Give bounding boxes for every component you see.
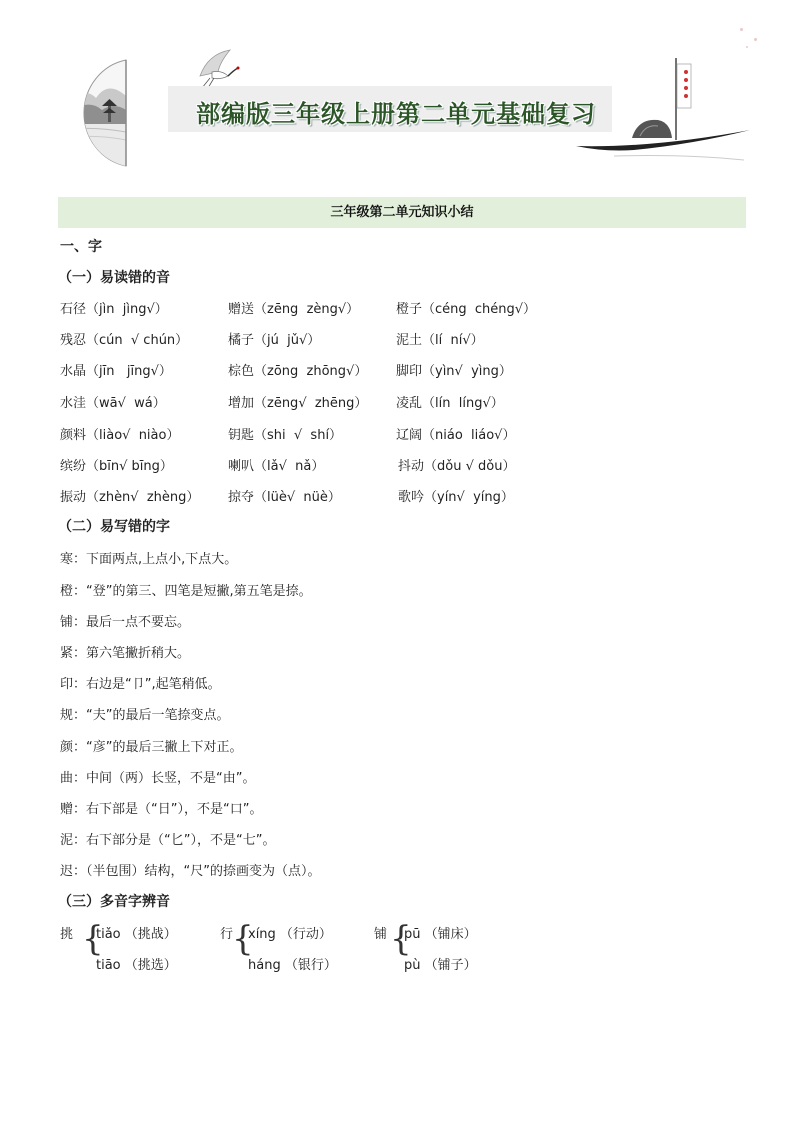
list-item: 铺：最后一点不要忘。 [60,615,191,630]
brace-icon: { [232,919,254,959]
table-cell: 残忍（cún √ chún） [60,333,189,348]
table-cell: 橘子（jú jǔ√） [228,333,321,348]
decorative-flakes-icon [736,26,766,56]
reading-bottom: háng （银行） [248,958,337,973]
table-cell: 凌乱（lín líng√） [396,396,504,411]
table-cell: 抖动（dǒu √ dǒu） [398,459,516,474]
table-cell: 歌吟（yín√ yíng） [398,490,514,505]
reading-top: pū （铺床） [404,927,477,942]
table-cell: 钥匙（shi √ shí） [228,428,343,443]
reading-top: tiǎo （挑战） [96,927,177,942]
list-item: 紧：第六笔撇折稍大。 [60,646,191,661]
banner-title: 三年级第二单元知识小结 [330,205,474,220]
table-cell: 缤纷（bīn√ bīng） [60,459,173,474]
table-cell: 喇叭（lǎ√ nǎ） [228,459,325,474]
boat-icon [574,56,754,164]
list-item: 曲：中间（两）长竖，不是“由”。 [60,771,256,786]
table-cell: 石径（jìn jìng√） [60,302,168,317]
table-cell: 辽阔（niáo liáo√） [396,428,516,443]
list-item: 印：右边是“卩”,起笔稍低。 [60,677,221,692]
section-heading: 一、字 [60,239,102,255]
list-item: 寒：下面两点,上点小,下点大。 [60,552,238,567]
subsection-heading: （三）多音字辨音 [58,894,170,910]
crane-icon [190,46,246,90]
table-cell: 颜料（liào√ niào） [60,428,180,443]
list-item: 泥：右下部分是（“匕”），不是“七”。 [60,833,276,848]
reading-top: xíng （行动） [248,927,332,942]
table-cell: 掠夺（lüè√ nüè） [228,490,341,505]
table-cell: 棕色（zōng zhōng√） [228,364,368,379]
list-item: 赠：右下部是（“日”），不是“口”。 [60,802,263,817]
list-item: 橙：“登”的第三、四笔是短撇,第五笔是捺。 [60,584,312,599]
polyphonic-char: 铺 [374,927,388,942]
table-cell: 泥土（lí ní√） [396,333,484,348]
table-cell: 振动（zhèn√ zhèng） [60,490,200,505]
list-item: 迟：（半包围）结构，“尺”的捺画变为（点）。 [60,864,321,879]
subsection-heading: （二）易写错的字 [58,519,170,535]
reading-bottom: pù （铺子） [404,958,477,973]
list-item: 颜：“彦”的最后三撇上下对正。 [60,740,243,755]
table-cell: 赠送（zēng zèng√） [228,302,360,317]
subsection-heading: （一）易读错的音 [58,270,170,286]
table-cell: 水晶（jīn jīng√） [60,364,172,379]
polyphonic-char: 挑 [60,927,74,942]
brace-icon: { [390,919,412,959]
table-cell: 水洼（wā√ wá） [60,396,166,411]
page-title: 部编版三年级上册第二单元基础复习 [196,100,596,128]
table-cell: 增加（zēng√ zhēng） [228,396,368,411]
table-cell: 脚印（yìn√ yìng） [396,364,512,379]
list-item: 规：“夫”的最后一笔捺变点。 [60,708,230,723]
table-cell: 橙子（céng chéng√） [396,302,537,317]
reading-bottom: tiāo （挑选） [96,958,177,973]
landscape-medallion-icon [70,58,134,168]
polyphonic-char: 行 [220,927,234,942]
brace-icon: { [82,919,104,959]
